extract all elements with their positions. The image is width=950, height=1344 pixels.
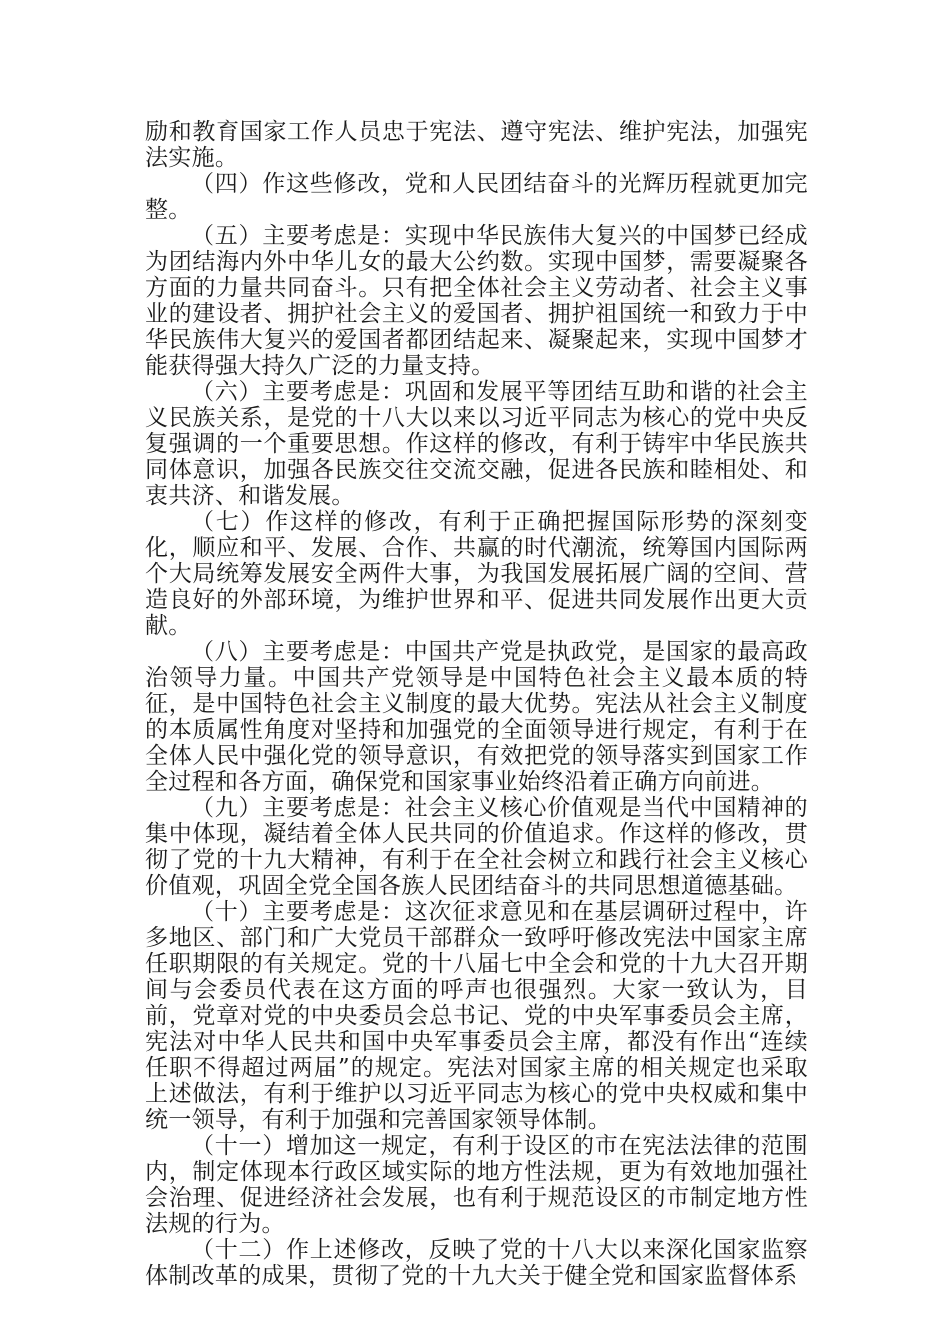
paragraph-5: （五）主要考虑是：实现中华民族伟大复兴的中国梦已经成为团结海内外中华儿女的最大公约数。实现中国梦，需要凝聚各方面的力量共同奋斗。只有把全体社会主义劳动者、社会主义事业的建设者、拥护社会主义的爱国者、拥护祖国统一和致力于中华民族伟大复兴的爱国者都团结起来、凝聚起来，实现中国梦才能获得强大持久广泛的力量支持。 <box>145 223 808 379</box>
paragraph-11: （十一）增加这一规定，有利于设区的市在宪法法律的范围内，制定体现本行政区域实际的地方性法规，更为有效地加强社会治理、促进经济社会发展，也有利于规范设区的市制定地方性法规的行为。 <box>145 1133 808 1237</box>
paragraph-4: （四）作这些修改，党和人民团结奋斗的光辉历程就更加完整。 <box>145 171 808 223</box>
paragraph-7: （七）作这样的修改，有利于正确把握国际形势的深刻变化，顺应和平、发展、合作、共赢的时代潮流，统筹国内国际两个大局统筹发展安全两件大事，为我国发展拓展广阔的空间、营造良好的外部环境，为维护世界和平、促进共同发展作出更大贡献。 <box>145 509 808 639</box>
paragraph-9: （九）主要考虑是：社会主义核心价值观是当代中国精神的集中体现，凝结着全体人民共同的价值追求。作这样的修改，贯彻了党的十九大精神，有利于在全社会树立和践行社会主义核心价值观，巩固全党全国各族人民团结奋斗的共同思想道德基础。 <box>145 795 808 899</box>
paragraph-10: （十）主要考虑是：这次征求意见和在基层调研过程中，许多地区、部门和广大党员干部群众一致呼吁修改宪法中国家主席任职期限的有关规定。党的十八届七中全会和党的十九大召开期间与会委员代表在这方面的呼声也很强烈。大家一致认为，目前，党章对党的中央委员会总书记、党的中央军事委员会主席，宪法对中华人民共和国中央军事委员会主席，都没有作出“连续任职不得超过两届”的规定。宪法对国家主席的相关规定也采取上述做法，有利于维护以习近平同志为核心的党中央权威和集中统一领导，有利于加强和完善国家领导体制。 <box>145 899 808 1133</box>
paragraph-12: （十二）作上述修改，反映了党的十八大以来深化国家监察体制改革的成果，贯彻了党的十九大关于健全党和国家监督体系 <box>145 1237 808 1289</box>
paragraph-continued: 励和教育国家工作人员忠于宪法、遵守宪法、维护宪法，加强宪法实施。 <box>145 119 808 171</box>
paragraph-8: （八）主要考虑是：中国共产党是执政党，是国家的最高政治领导力量。中国共产党领导是中国特色社会主义最本质的特征，是中国特色社会主义制度的最大优势。宪法从社会主义制度的本质属性角度对坚持和加强党的全面领导进行规定，有利于在全体人民中强化党的领导意识，有效把党的领导落实到国家工作全过程和各方面，确保党和国家事业始终沿着正确方向前进。 <box>145 639 808 795</box>
document-body <box>145 119 808 1289</box>
paragraph-6: （六）主要考虑是：巩固和发展平等团结互助和谐的社会主义民族关系，是党的十八大以来以习近平同志为核心的党中央反复强调的一个重要思想。作这样的修改，有利于铸牢中华民族共同体意识，加强各民族交往交流交融，促进各民族和睦相处、和衷共济、和谐发展。 <box>145 379 808 509</box>
